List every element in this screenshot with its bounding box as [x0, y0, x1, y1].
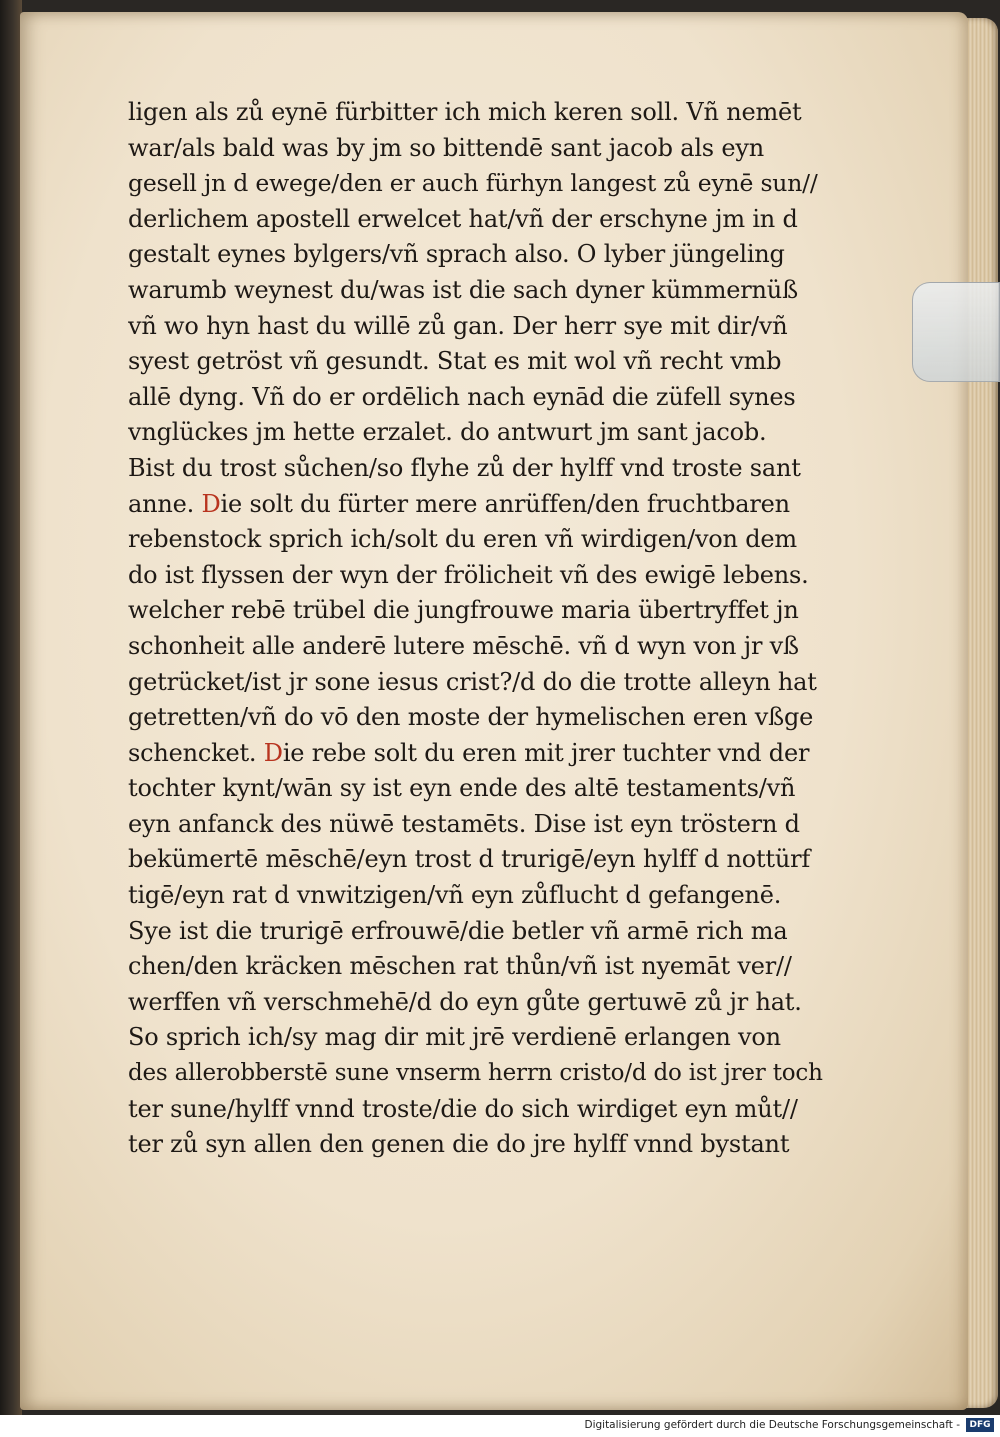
- footer: [0, 1415, 1000, 1437]
- text-line: [128, 237, 828, 273]
- line-text: ligen als zů eynē fürbitter ich mich keren soll. Vñ nemēt: [128, 98, 802, 126]
- line-text: welcher rebē trübel die jungfrouwe maria übertryffet jn: [128, 596, 799, 625]
- line-text: Bist du trost sůchen/so flyhe zů der hylff vnd troste sant: [128, 453, 801, 482]
- line-text: allē dyng. Vñ do er ordēlich nach eynād die züfell synes: [128, 382, 796, 411]
- line-text: ie solt du fürter mere anrüffen/den fruchtbaren: [220, 489, 790, 518]
- line-text: werffen vñ verschmehē/d do eyn gůte gertuwē zů jr hat.: [128, 987, 802, 1016]
- line-text: eyn anfanck des nüwē testamēts. Dise ist eyn tröstern d: [128, 809, 800, 838]
- text-line: [128, 487, 828, 523]
- line-lead: schencket.: [128, 738, 264, 767]
- funding-note: Digitalisierung gefördert durch die Deutsche Forschungsgemeinschaft -: [584, 1419, 960, 1431]
- line-text: vñ wo hyn hast du willē zů gan. Der herr sye mit dir/vñ: [128, 311, 788, 340]
- line-text: ter zů syn allen den genen die do jre hylff vnnd bystant: [128, 1130, 790, 1159]
- line-text: Sye ist die trurigē erfrouwē/die betler vñ armē rich ma: [128, 916, 788, 945]
- rubric-initial: D: [201, 489, 221, 518]
- line-text: getrücket/ist jr sone iesus crist?/d do die trotte alleyn hat: [128, 667, 817, 696]
- text-line: [128, 344, 828, 380]
- line-text: vnglückes jm hette erzalet. do antwurt jm sant jacob.: [128, 418, 767, 447]
- page-text: [128, 95, 828, 1163]
- line-text: gestalt eynes bylgers/vñ sprach also. O lyber jüngeling: [128, 240, 785, 269]
- dfg-logo: DFG: [966, 1418, 994, 1432]
- line-text: getretten/vñ do vō den moste der hymelischen eren vßge: [128, 703, 814, 732]
- line-text: do ist flyssen der wyn der frölicheit vñ des ewigē lebens.: [128, 560, 809, 589]
- text-line: [128, 736, 828, 772]
- text-line: [128, 522, 828, 558]
- line-text: So sprich ich/sy mag dir mit jrē verdienē erlangen von: [128, 1023, 781, 1052]
- text-line: [128, 807, 828, 843]
- line-text: warumb weynest du/was ist die sach dyner kümmernüß: [128, 275, 798, 304]
- text-line: [128, 380, 828, 416]
- text-line: [128, 949, 828, 985]
- text-line: [128, 202, 828, 238]
- text-line: [128, 1020, 828, 1056]
- text-line: [128, 914, 828, 950]
- text-line: [128, 558, 828, 594]
- line-text: bekümertē mēschē/eyn trost d trurigē/eyn hylff d nottürf: [128, 845, 811, 874]
- line-text: ie rebe solt du eren mit jrer tuchter vnd der: [282, 738, 810, 767]
- text-line: [128, 665, 828, 701]
- line-text: tochter kynt/wān sy ist eyn ende des altē testaments/vñ: [128, 774, 796, 803]
- line-text: syest getröst vñ gesundt. Stat es mit wol vñ recht vmb: [128, 347, 782, 376]
- page-tab-marker: [912, 282, 1000, 382]
- text-line: [128, 842, 828, 878]
- text-line: [128, 166, 828, 202]
- line-text: ter sune/hylff vnnd troste/die do sich wirdiget eyn můt//: [128, 1094, 798, 1123]
- line-text: gesell jn d ewege/den er auch fürhyn langest zů eynē sun//: [128, 169, 818, 198]
- line-text: des allerobberstē sune vnserm herrn cristo/d do ist jrer toch: [128, 1060, 823, 1087]
- line-lead: anne.: [128, 489, 202, 518]
- text-line: [128, 700, 828, 736]
- text-line: [128, 273, 828, 309]
- text-line: [128, 629, 828, 665]
- text-line: [128, 593, 828, 629]
- binding-left: [0, 0, 22, 1415]
- text-line: [128, 95, 828, 131]
- line-text: rebenstock sprich ich/solt du eren vñ wirdigen/von dem: [128, 525, 797, 554]
- line-text: derlichem apostell erwelcet hat/vñ der erschyne jm in d: [128, 204, 798, 233]
- text-line: [128, 878, 828, 914]
- line-text: schonheit alle anderē lutere mēschē. vñ d wyn von jr vß: [128, 631, 799, 660]
- line-text: tigē/eyn rat d vnwitzigen/vñ eyn zůflucht d gefangenē.: [128, 881, 782, 910]
- text-line: [128, 415, 828, 451]
- text-line: [128, 1092, 828, 1128]
- text-line: [128, 1056, 828, 1092]
- text-line: [128, 1127, 828, 1163]
- text-line: [128, 771, 828, 807]
- text-line: [128, 309, 828, 345]
- line-text: chen/den kräcken mēschen rat thůn/vñ ist nyemāt ver//: [128, 952, 792, 981]
- text-line: [128, 131, 828, 167]
- rubric-initial: D: [263, 738, 283, 767]
- text-line: [128, 451, 828, 487]
- text-line: [128, 985, 828, 1021]
- line-text: war/als bald was by jm so bittendē sant jacob als eyn: [128, 133, 764, 162]
